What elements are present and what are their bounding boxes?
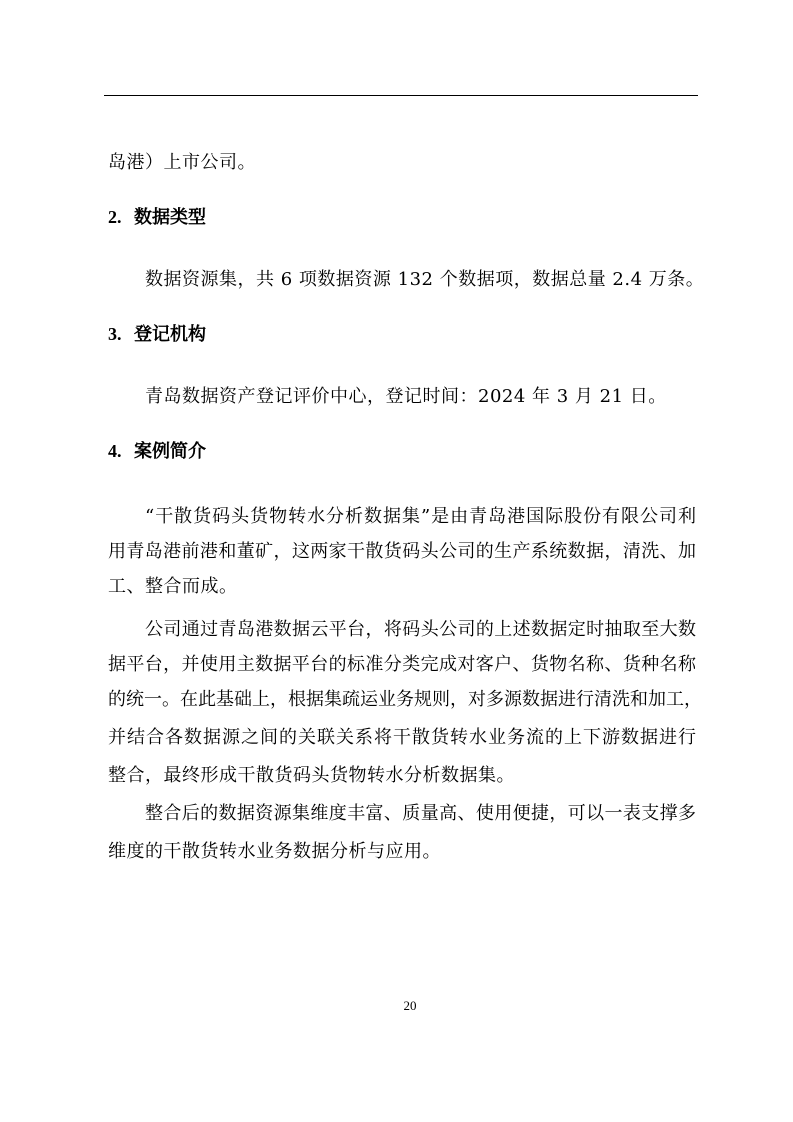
section-title: 数据类型 xyxy=(134,207,206,228)
page-number: 20 xyxy=(403,998,417,1013)
section-heading-data-type xyxy=(108,205,206,230)
section-number: 3. xyxy=(108,324,122,344)
section-title: 登记机构 xyxy=(134,324,206,345)
section-heading-case-intro xyxy=(108,439,206,464)
paragraph-line: “干散货码头货物转水分析数据集”是由青岛港国际股份有限公司利 xyxy=(145,506,696,527)
paragraph-line: 并结合各数据源之间的关联关系将干散货转水业务流的上下游数据进行 xyxy=(108,727,696,748)
section-number: 4. xyxy=(108,441,122,461)
section-number: 2. xyxy=(108,207,122,227)
paragraph-line: 维度的干散货转水业务数据分析与应用。 xyxy=(108,841,441,862)
paragraph-line: 据平台，并使用主数据平台的标准分类完成对客户、货物名称、货种名称 xyxy=(108,654,696,675)
paragraph-line: 整合，最终形成干散货码头货物转水分析数据集。 xyxy=(108,765,515,786)
data-type-paragraph: 数据资源集，共 6 项数据资源 132 个数据项，数据总量 2.4 万条。 xyxy=(145,269,705,290)
paragraph-line: 公司通过青岛港数据云平台，将码头公司的上述数据定时抽取至大数 xyxy=(145,619,696,640)
paragraph-line: 的统一。在此基础上，根据集疏运业务规则，对多源数据进行清洗和加工， xyxy=(108,689,702,710)
paragraph-line: 工、整合而成。 xyxy=(108,576,238,597)
paragraph-line: 用青岛港前港和董矿，这两家干散货码头公司的生产系统数据，清洗、加 xyxy=(108,541,696,562)
registration-org-paragraph: 青岛数据资产登记评价中心，登记时间：2024 年 3 月 21 日。 xyxy=(145,386,667,407)
header-rule xyxy=(104,95,698,96)
paragraph-line: 整合后的数据资源集维度丰富、质量高、使用便捷，可以一表支撑多 xyxy=(145,803,696,824)
continuation-text: 岛港）上市公司。 xyxy=(108,152,256,173)
section-heading-registration-org xyxy=(108,322,206,347)
section-title: 案例简介 xyxy=(134,441,206,462)
